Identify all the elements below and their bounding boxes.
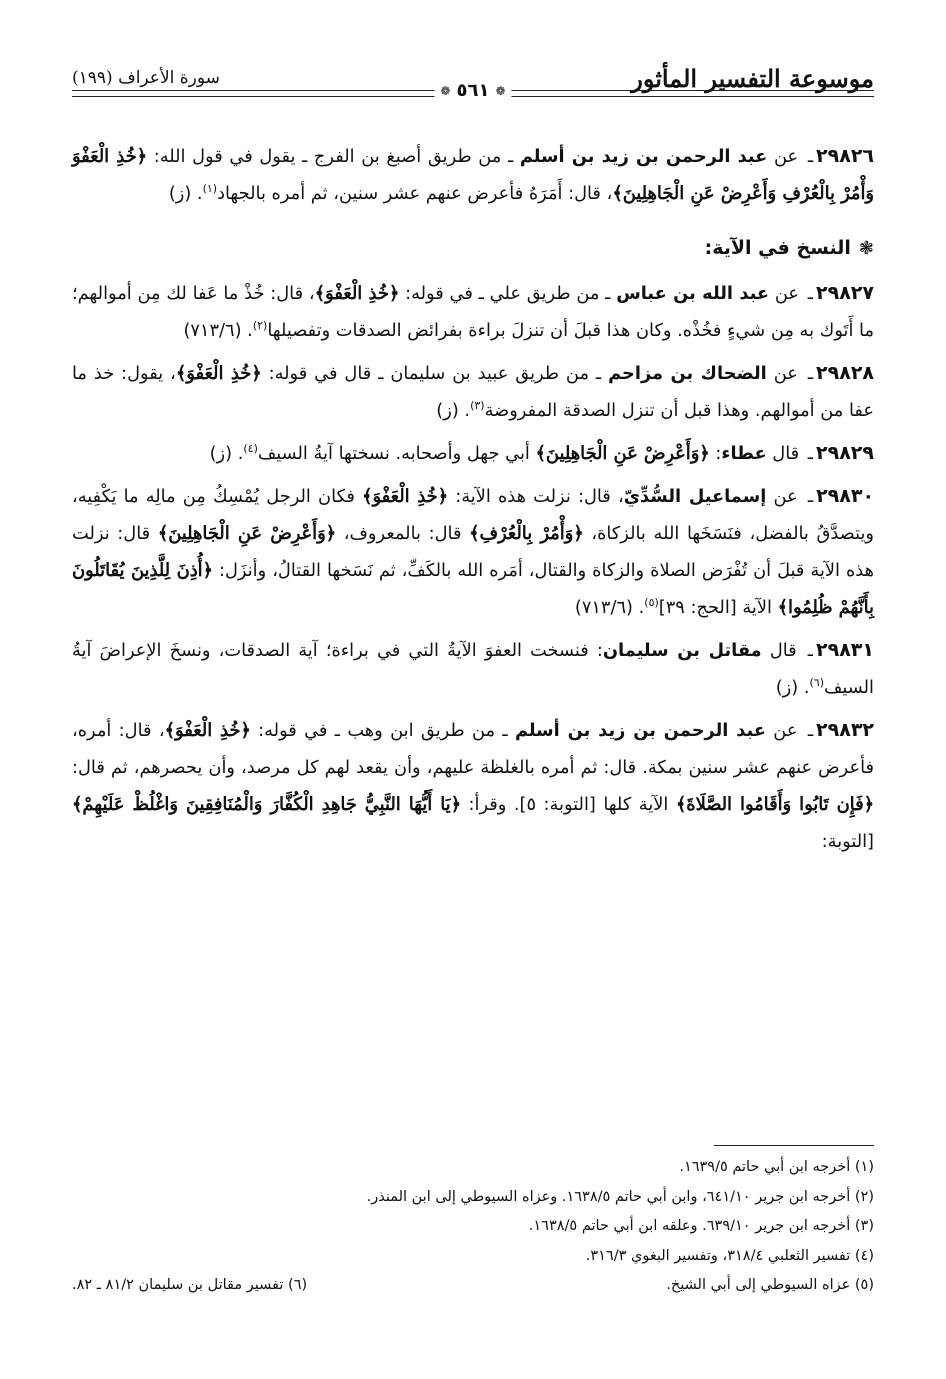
athar-number: ٢٩٨٢٦ xyxy=(816,145,875,167)
quran-quote: ﴿يَا أَيُّهَا النَّبِيُّ جَاهِدِ الْكُفَّارَ وَالْمُنَافِقِينَ وَاغْلُظْ عَلَيْهِمْ﴾ xyxy=(72,794,462,815)
narrator-name: عبد الرحمن بن زيد بن أسلم xyxy=(519,146,768,167)
text-segment: . (٧١٣/٦) xyxy=(574,597,645,618)
athar-number: ٢٩٨٣١ xyxy=(816,639,874,661)
text-segment: ، قال: أمره، فأعرض عنهم عشر سنين بمكة. قال: ثم أمره بالغلظة عليهم، وأن يقعد لهم كل مرصد، وأن يحصرهم، ثم قال: xyxy=(72,720,874,778)
text-segment: . (ز) xyxy=(209,443,244,464)
text-segment: عن xyxy=(773,486,798,507)
footnote-row xyxy=(72,1271,874,1301)
footnotes xyxy=(72,1153,874,1301)
text-segment: أبي جهل وأصحابه. نسختها آيةُ السيف xyxy=(257,443,530,464)
athar-paragraph: ٢٩٨٢٧ـ عن عبد الله بن عباس ـ من طريق علي ـ في قوله: ﴿خُذِ الْعَفْوَ﴾، قال: خُذْ ما عَفا لك مِن أموالهم؛ ما أَتَوك به مِن شيءٍ فخُذْه. وكان هذا قبلَ أن تنزلَ براءة بفرائض الصدقات وتفصيلها$^{(٢)}$. (٧١٣/٦) xyxy=(72,282,874,341)
quran-quote: ﴿فَإِن تَابُوا وَأَقَامُوا الصَّلَاةَ﴾ xyxy=(675,794,875,815)
quran-quote: ﴿خُذِ الْعَفْوَ﴾ xyxy=(362,486,449,507)
text-segment: : فنسخت العفوَ الآيةُ التي في براءة؛ آية الصدقات، ونسخَ الإعراضَ آيةُ السيف xyxy=(72,640,874,698)
text-segment: ، قال: نزلت هذه الآية: xyxy=(455,486,624,507)
narrator-name: عطاء xyxy=(721,443,767,464)
page xyxy=(72,58,874,1339)
quran-quote: ﴿وَأَعْرِضْ عَنِ الْجَاهِلِينَ﴾ xyxy=(535,443,710,464)
athar-paragraph: ٢٩٨٣١ـ قال مقاتل بن سليمان: فنسخت العفوَ الآيةُ التي في براءة؛ آية الصدقات، ونسخَ الإعراضَ آيةُ السيف$^{(٦)}$. (ز) xyxy=(72,639,874,698)
text-segment: . (ز) xyxy=(775,677,810,698)
text-segment: ، قال: خُذْ ما عَفا لك مِن أموالهم؛ ما أَتَوك به مِن شيءٍ فخُذْه. وكان هذا قبلَ أن تنزلَ براءة بفرائض الصدقات وتفصيلها xyxy=(72,283,874,341)
text-segment: ، قال: أَمَرَهُ فأعرض عنهم عشر سنين، ثم أمره بالجهاد xyxy=(217,183,613,204)
footnote: (٢) أخرجه ابن جرير ٦٤١/١٠، وابن أبي حاتم ١٦٣٨/٥. وعزاه السيوطي إلى ابن المنذر. xyxy=(366,1188,874,1205)
narrator-name: إسماعيل السُّدِّيّ xyxy=(623,486,767,507)
footnote-ref[interactable]: (١) xyxy=(202,182,218,196)
ornament-icon: ❁ xyxy=(495,83,506,98)
page-number: ٥٦١ xyxy=(456,80,490,101)
text-segment: عن xyxy=(773,720,798,741)
text-segment: . (ز) xyxy=(436,400,471,421)
footnote-ref[interactable]: (٢) xyxy=(252,319,268,333)
footnote: (٦) تفسير مقاتل بن سليمان ٨١/٢ ـ ٨٢. xyxy=(72,1277,308,1293)
quran-quote: ﴿وَأَعْرِضْ عَنِ الْجَاهِلِينَ﴾ xyxy=(157,523,337,544)
section-heading-text: النسخ في الآية: xyxy=(704,237,851,259)
text-segment: فكان الرجل يُمْسِكُ مِن مالِه ما يَكْفِيه، ويتصدَّقُ بالفضل، فنَسَخَها الله بالزكاة، xyxy=(72,486,874,544)
narrator-name: مقاتل بن سليمان xyxy=(602,640,762,661)
book-title: موسوعة التفسير المأثور xyxy=(631,63,874,93)
quran-quote: ﴿خُذِ الْعَفْوَ﴾ xyxy=(164,720,251,741)
main-text xyxy=(72,138,874,866)
text-segment: ـ من طريق ابن وهب ـ في قوله: xyxy=(258,720,508,741)
text-segment: . (ز) xyxy=(168,183,203,204)
athar-paragraph: ٢٩٨٣٠ـ عن إسماعيل السُّدِّيّ، قال: نزلت هذه الآية: ﴿خُذِ الْعَفْوَ﴾ فكان الرجل يُمْسِكُ مِن مالِه ما يَكْفِيه، ويتصدَّقُ بالفضل، فنَسَخَها الله بالزكاة، ﴿وَأْمُرْ بِالْعُرْفِ﴾ قال: بالمعروف، ﴿وَأَعْرِضْ عَنِ الْجَاهِلِينَ﴾ قال: نزلت هذه الآية قبلَ أن تُفْرَض الصلاة والزكاة والقتال، أمَره الله بالكَفِّ، ثم نَسَخها القتالُ، وأنزَل: ﴿أُذِنَ لِلَّذِينَ يُقَاتَلُونَ بِأَنَّهُمْ ظُلِمُوا﴾ الآية [الحج: ٣٩]$^{(٥)}$. (٧١٣/٦) xyxy=(72,485,875,618)
text-segment: عن xyxy=(774,283,799,304)
flower-icon: ❃ xyxy=(858,238,874,259)
running-header xyxy=(72,58,874,101)
narrator-name: الضحاك بن مزاحم xyxy=(608,363,767,384)
footnote: (١) أخرجه ابن أبي حاتم ١٦٣٩/٥. xyxy=(679,1159,874,1175)
text-segment: ـ من طريق علي ـ في قوله: xyxy=(405,283,611,304)
athar-paragraph: ٢٩٨٢٩ـ قال عطاء: ﴿وَأَعْرِضْ عَنِ الْجَاهِلِينَ﴾ أبي جهل وأصحابه. نسختها آيةُ السيف$^{(٤)}$. (ز) xyxy=(209,442,874,464)
text-segment: قال: نزلت هذه الآية قبلَ أن تُفْرَض الصلاة والزكاة والقتال، أمَره الله بالكَفِّ، ثم نَسَخها القتالُ، وأنزَل: xyxy=(72,523,875,581)
athar-paragraph: ٢٩٨٢٦ـ عن عبد الرحمن بن زيد بن أسلم ـ من طريق أصبغ بن الفرج ـ يقول في قول الله: ﴿خُذِ الْعَفْوَ وَأْمُرْ بِالْعُرْفِ وَأَعْرِضْ عَنِ الْجَاهِلِينَ﴾، قال: أَمَرَهُ فأعرض عنهم عشر سنين، ثم أمره بالجهاد$^{(١)}$. (ز) xyxy=(72,145,875,204)
footnote: (٥) عزاه السيوطي إلى أبي الشيخ. xyxy=(666,1277,874,1293)
text-segment: الآية [الحج: ٣٩] xyxy=(658,597,772,618)
athar-number: ٢٩٨٣٠ xyxy=(816,485,875,507)
text-segment: ، يقول: خذ ما عفا من أموالهم. وهذا قبل أن تنزل الصدقة المفروضة xyxy=(72,363,874,421)
quran-quote: ﴿أُذِنَ لِلَّذِينَ يُقَاتَلُونَ بِأَنَّهُمْ ظُلِمُوا﴾ xyxy=(72,560,874,618)
athar-paragraph: ٢٩٨٢٨ـ عن الضحاك بن مزاحم ـ من طريق عبيد بن سليمان ـ قال في قوله: ﴿خُذِ الْعَفْوَ﴾، يقول: خذ ما عفا من أموالهم. وهذا قبل أن تنزل الصدقة المفروضة$^{(٣)}$. (ز) xyxy=(72,362,875,421)
athar-number: ٢٩٨٢٧ xyxy=(816,282,874,304)
text-segment: ـ من طريق أصبغ بن الفرج ـ يقول في قول الله: xyxy=(153,146,514,167)
narrator-name: عبد الله بن عباس xyxy=(616,283,770,304)
quran-quote: ﴿خُذِ الْعَفْوَ﴾ xyxy=(314,283,400,304)
footnote: (٣) أخرجه ابن جرير ٦٣٩/١٠. وعلقه ابن أبي حاتم ١٦٣٨/٥. xyxy=(528,1218,874,1234)
page-number-block xyxy=(434,80,511,101)
text-segment: . (٧١٣/٦) xyxy=(183,320,253,341)
text-segment: عن xyxy=(773,363,798,384)
footnote-ref[interactable]: (٦) xyxy=(809,676,824,690)
text-segment: : xyxy=(715,443,722,464)
text-segment: [التوبة: xyxy=(821,831,874,852)
athar-paragraph: ٢٩٨٣٢ـ عن عبد الرحمن بن زيد بن أسلم ـ من طريق ابن وهب ـ في قوله: ﴿خُذِ الْعَفْوَ﴾، قال: أمره، فأعرض عنهم عشر سنين بمكة. قال: ثم أمره بالغلظة عليهم، وأن يقعد لهم كل مرصد، وأن يحصرهم، ثم قال: ﴿فَإِن تَابُوا وَأَقَامُوا الصَّلَاةَ﴾ الآية كلها [التوبة: ٥]. وقرأ: ﴿يَا أَيُّهَا النَّبِيُّ جَاهِدِ الْكُفَّارَ وَالْمُنَافِقِينَ وَاغْلُظْ عَلَيْهِمْ﴾ [التوبة: xyxy=(72,719,875,852)
footnote-ref[interactable]: (٥) xyxy=(644,596,659,610)
surah-reference: سورة الأعراف (١٩٩) xyxy=(72,68,220,88)
footnote: (٤) تفسير الثعلبي ٣١٨/٤، وتفسير البغوي ٣١٦/٣. xyxy=(585,1247,874,1264)
ornament-icon: ❁ xyxy=(440,83,451,98)
text-segment: قال xyxy=(772,443,800,464)
section-heading xyxy=(72,230,874,267)
quran-quote: ﴿خُذِ الْعَفْوَ وَأْمُرْ بِالْعُرْفِ وَأَعْرِضْ عَنِ الْجَاهِلِينَ﴾ xyxy=(72,146,874,204)
athar-number: ٢٩٨٣٢ xyxy=(816,719,875,741)
narrator-name: عبد الرحمن بن زيد بن أسلم xyxy=(514,720,766,741)
text-segment: ـ من طريق عبيد بن سليمان ـ قال في قوله: xyxy=(268,363,602,384)
quran-quote: ﴿وَأْمُرْ بِالْعُرْفِ﴾ xyxy=(469,523,584,544)
text-segment: عن xyxy=(774,146,799,167)
footnote-ref[interactable]: (٣) xyxy=(470,399,485,413)
footnote-divider xyxy=(714,1145,874,1146)
athar-number: ٢٩٨٢٩ xyxy=(816,442,874,464)
text-segment: قال xyxy=(769,640,797,661)
athar-number: ٢٩٨٢٨ xyxy=(816,362,875,384)
text-segment: الآية كلها [التوبة: ٥]. وقرأ: xyxy=(468,794,669,815)
footnote-ref[interactable]: (٤) xyxy=(243,442,258,456)
text-segment: قال: بالمعروف، xyxy=(343,523,462,544)
quran-quote: ﴿خُذِ الْعَفْوَ﴾ xyxy=(175,363,262,384)
